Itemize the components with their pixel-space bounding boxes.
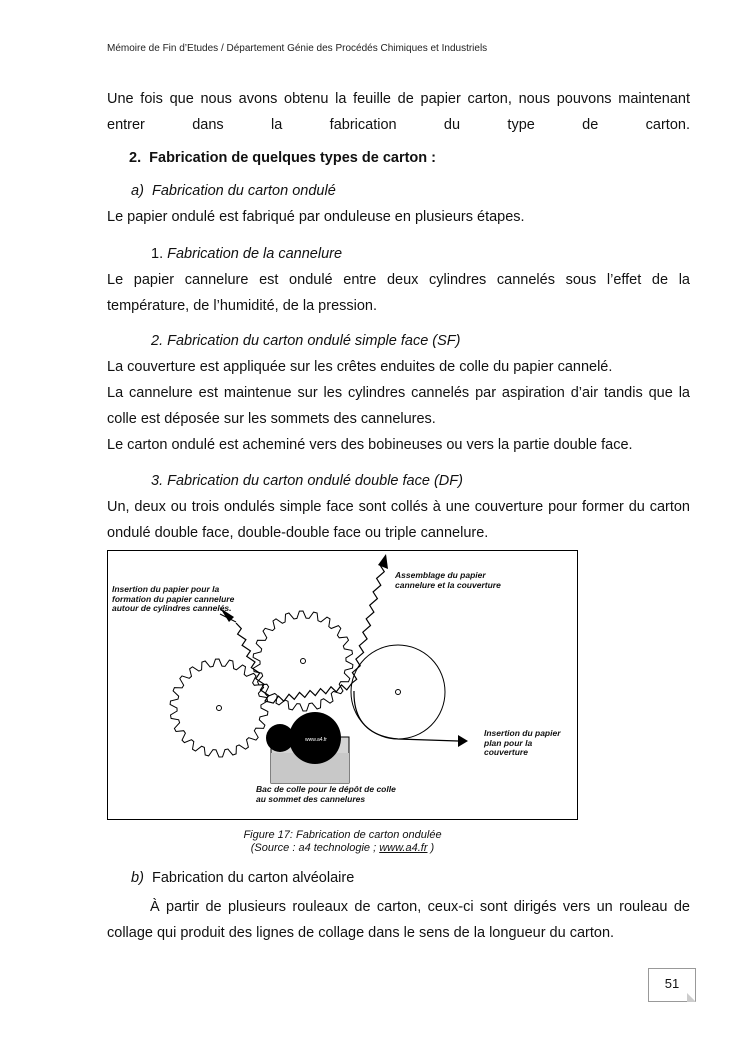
hub-left-gear bbox=[217, 706, 222, 711]
watermark-text: www.a4.fr bbox=[305, 737, 327, 743]
step1-text: Le papier cannelure est ondulé entre deux cylindres cannelés sous l’effet de la température, de l’humidité, de la pression. bbox=[107, 272, 690, 314]
output-arrow bbox=[378, 554, 388, 569]
label-bac-colle: Bac de colle pour le dépôt de colle au sommet des cannelures bbox=[256, 784, 396, 804]
step2-heading: 2. Fabrication du carton ondulé simple face (SF) bbox=[151, 333, 461, 349]
sub-a-text: Le papier ondulé est fabriqué par onduleuse en plusieurs étapes. bbox=[107, 209, 525, 225]
step2-line-1: La couverture est appliquée sur les crêtes enduites de colle du papier cannelé. bbox=[107, 359, 613, 375]
page-number: 51 bbox=[648, 968, 696, 1002]
label-insertion-cannelure: Insertion du papier pour la formation du papier cannelure autour de cylindres cannelés. bbox=[112, 584, 235, 613]
subheading-a: a) Fabrication du carton ondulé bbox=[131, 183, 336, 199]
liner-arrow bbox=[458, 735, 468, 747]
sub-b-text: À partir de plusieurs rouleaux de carton, ceux-ci sont dirigés vers un rouleau de collage qui produit des lignes de collage dans le sens de la longueur du carton. bbox=[107, 899, 690, 941]
figure-corrugator-diagram bbox=[107, 550, 578, 820]
step3-heading: 3. Fabrication du carton ondulé double face (DF) bbox=[151, 473, 463, 489]
figure-caption: Figure 17: Fabrication de carton ondulée (Source : a4 technologie ; www.a4.fr ) bbox=[243, 829, 442, 854]
small-glue-roll bbox=[266, 724, 294, 752]
source-link[interactable]: www.a4.fr bbox=[379, 842, 428, 854]
step2-line-3: Le carton ondulé est acheminé vers des bobineuses ou vers la partie double face. bbox=[107, 437, 633, 453]
label-insertion-plan: Insertion du papier plan pour la couverture bbox=[484, 728, 561, 757]
step2-line-2: La cannelure est maintenue sur les cylindres cannelés par aspiration d’air tandis que la colle est déposée sur les sommets des cannelures. bbox=[107, 385, 690, 427]
page-fold-icon bbox=[687, 993, 696, 1002]
intro-paragraph: Une fois que nous avons obtenu la feuille de papier carton, nous pouvons maintenant entrer dans la fabrication du type de carton. bbox=[107, 91, 690, 133]
running-header: Mémoire de Fin d’Etudes / Département Génie des Procédés Chimiques et Industriels bbox=[107, 43, 488, 54]
subheading-b: b) Fabrication du carton alvéolaire bbox=[131, 870, 355, 886]
step1-heading: 1. Fabrication de la cannelure bbox=[151, 246, 343, 262]
label-assemblage: Assemblage du papier cannelure et la couverture bbox=[395, 570, 501, 590]
section-heading-2: 2. Fabrication de quelques types de carton : bbox=[129, 150, 436, 166]
step3-text: Un, deux ou trois ondulés simple face sont collés à une couverture pour former du carton ondulé double face, double-double face ou triple cannelure. bbox=[107, 499, 690, 541]
hub-top-gear bbox=[301, 659, 306, 664]
hub-press-roll bbox=[396, 690, 401, 695]
